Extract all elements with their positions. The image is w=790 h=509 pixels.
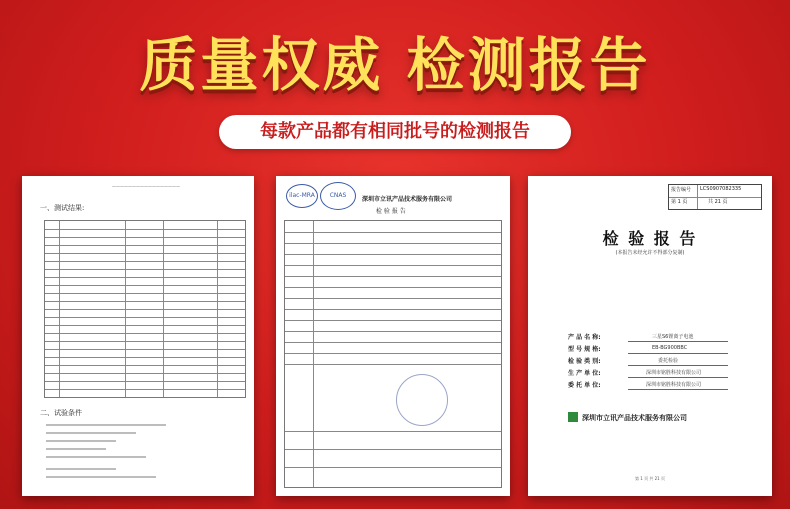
field-value-client: 深圳市铭胜科技有限公司: [646, 382, 702, 388]
doc2-title: 检 验 报 告: [376, 208, 406, 215]
subtitle-text: 每款产品都有相同批号的检测报告: [260, 121, 530, 142]
cover-title: 检 验 报 告: [602, 229, 698, 248]
issuer-name: 深圳市立讯产品技术服务有限公司: [582, 414, 687, 422]
report-no-value: LCS0907082335: [700, 186, 742, 192]
field-value-manufacturer: 深圳市铭胜科技有限公司: [646, 370, 702, 376]
cover-footer: 第 1 页 共 21 页: [635, 476, 665, 481]
doc1-header-line: —————————————————: [112, 184, 180, 189]
field-label-type: 检 验 类 别:: [568, 358, 601, 365]
results-table: [44, 220, 246, 398]
field-value-model: EB-BG900BBC: [652, 345, 688, 351]
subtitle-pill: [219, 115, 571, 149]
field-label-client: 委 托 单 位:: [568, 382, 601, 389]
cover-note: (本报告未经允许不得部分复制): [615, 250, 685, 256]
report-page-form: [276, 176, 510, 496]
page-total: 共 21 页: [708, 199, 728, 205]
inspection-stamp: [396, 374, 448, 426]
field-value-type: 委托检验: [658, 358, 679, 364]
form-table: [284, 220, 502, 488]
field-label-product: 产 品 名 称:: [568, 334, 601, 341]
cnas-logo: CNAS: [320, 182, 356, 210]
page-label: 第 1 页: [671, 199, 688, 205]
report-page-results: [22, 176, 254, 496]
field-label-model: 型 号 规 格:: [568, 346, 601, 353]
doc1-section1: 一、测试结果:: [40, 204, 85, 212]
company-logo-icon: [568, 412, 578, 422]
doc2-company: 深圳市立讯产品技术服务有限公司: [362, 196, 453, 203]
headline-title: 质量权威 检测报告: [139, 31, 651, 99]
ilac-logo: ilac-MRA: [286, 184, 318, 208]
report-page-cover: [528, 176, 772, 496]
field-value-product: 三星S6锂离子电池: [652, 334, 694, 340]
doc1-section2: 二、试验条件: [40, 409, 82, 417]
field-label-manufacturer: 生 产 单 位:: [568, 370, 601, 377]
report-no-label: 报告编号: [671, 187, 692, 193]
